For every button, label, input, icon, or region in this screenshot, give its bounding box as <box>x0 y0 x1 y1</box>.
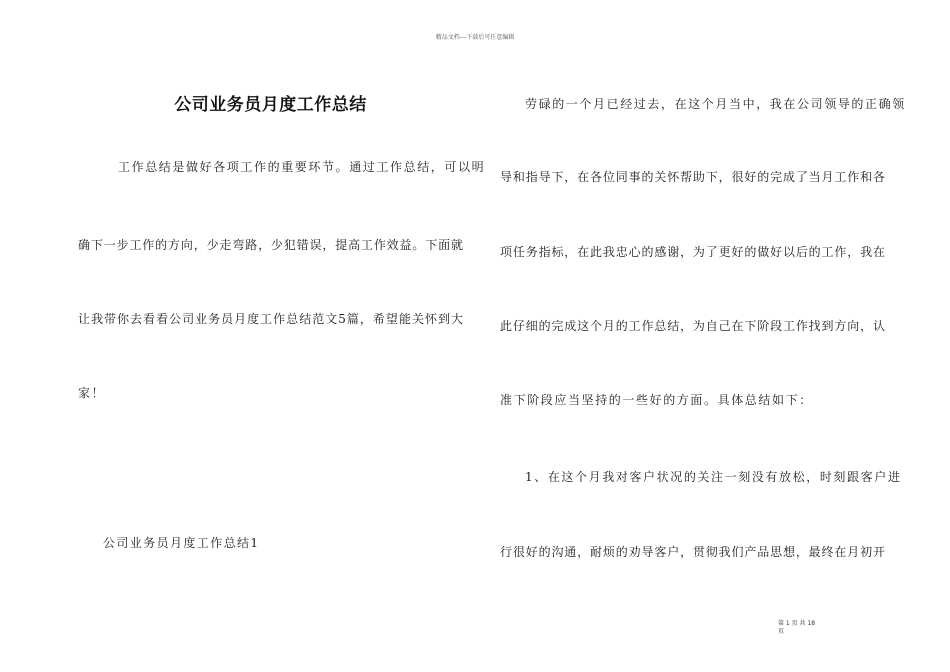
body-line-1: 劳碌的一个月已经过去，在这个月当中，我在公司领导的正确领 <box>525 97 906 111</box>
body-line-6: 1、在这个月我对客户状况的关注一刻没有放松，时刻跟客户进 <box>525 470 902 484</box>
section-heading: 公司业务员月度工作总结1 <box>103 536 260 550</box>
page-number-line-2: 页 <box>778 628 785 635</box>
body-line-4: 此仔细的完成这个月的工作总结，为自己在下阶段工作找到方向，认 <box>500 319 885 333</box>
page-number <box>778 620 838 636</box>
document-title: 公司业务员月度工作总结 <box>174 95 367 115</box>
page-number-line-1: 第 1 页 共 18 <box>778 620 816 627</box>
intro-line-4: 家！ <box>78 386 106 400</box>
intro-line-2: 确下一步工作的方向，少走弯路，少犯错误，提高工作效益。下面就 <box>78 238 463 252</box>
body-line-2: 导和指导下，在各位同事的关怀帮助下，很好的完成了当月工作和各 <box>500 170 885 184</box>
body-line-5: 准下阶段应当坚持的一些好的方面。具体总结如下： <box>500 393 813 407</box>
intro-line-3: 让我带你去看看公司业务员月度工作总结范文5篇，希望能关怀到大 <box>78 312 463 326</box>
body-line-7: 行很好的沟通，耐烦的劝导客户，贯彻我们产品思想，最终在月初开 <box>500 545 885 559</box>
body-line-3: 项任务指标，在此我忠心的感谢，为了更好的做好以后的工作，我在 <box>500 245 885 259</box>
header-note: 精品文档---下载后可任意编辑 <box>435 34 515 41</box>
intro-line-1: 工作总结是做好各项工作的重要环节。通过工作总结，可以明 <box>118 160 486 174</box>
